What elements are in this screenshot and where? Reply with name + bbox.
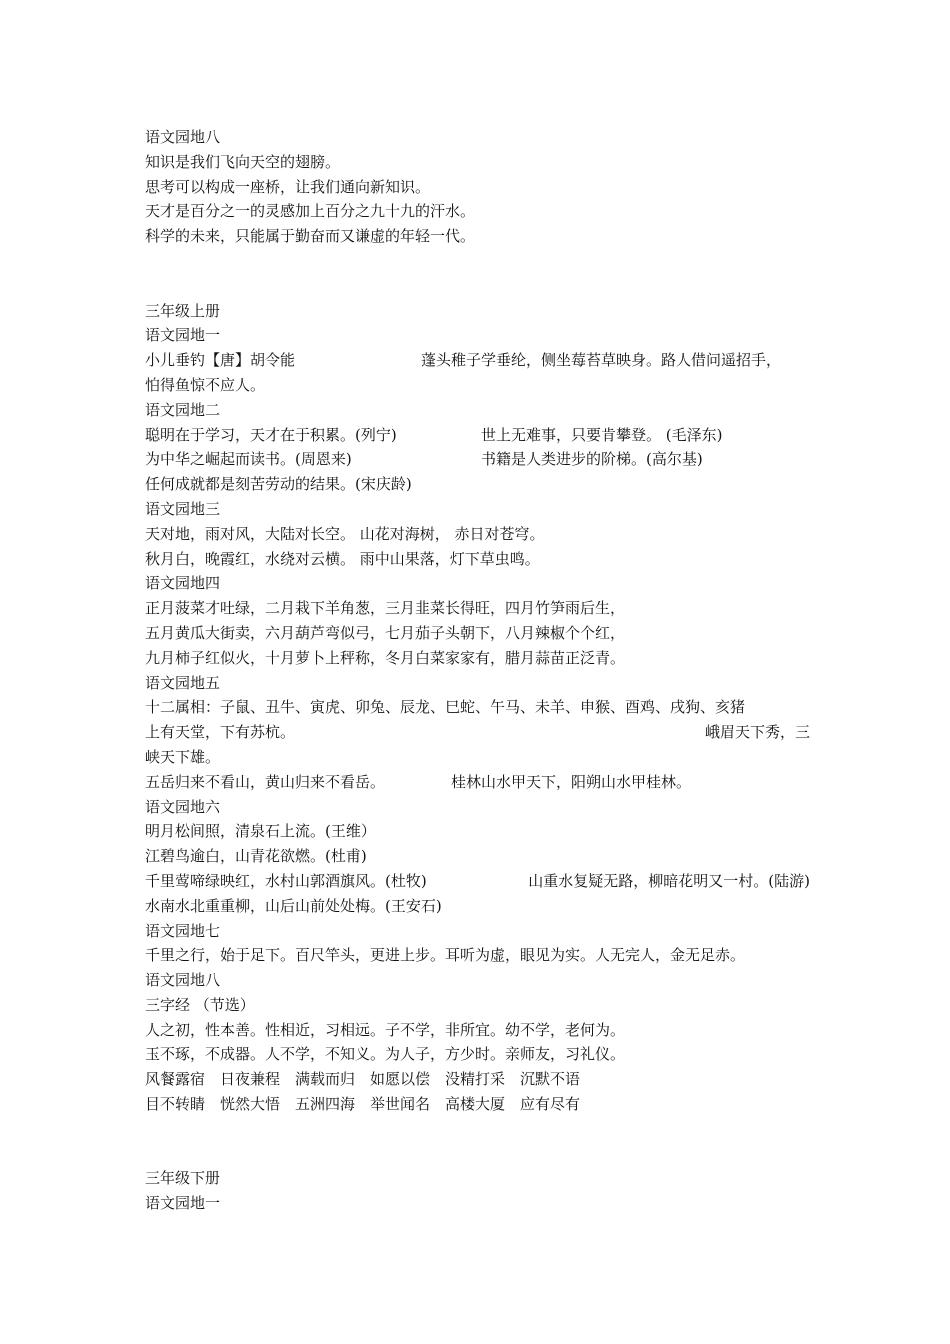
text-segment: 桂林山水甲天下，阳朔山水甲桂林。 xyxy=(451,772,692,791)
text-line xyxy=(145,720,810,745)
quote: 聪明在于学习，天才在于积累。(列宁) xyxy=(145,425,397,444)
idiom-row: 目不转睛 恍然大悟 五洲四海 举世闻名 高楼大厦 应有尽有 xyxy=(145,1095,581,1114)
poem-line: 明月松间照，清泉石上流。(王维） xyxy=(145,822,376,841)
section-heading: 语文园地一 xyxy=(145,326,221,345)
text-line: 正月菠菜才吐绿，二月栽下羊角葱，三月韭菜长得旺，四月竹笋雨后生， xyxy=(145,599,626,618)
sub-heading: 三字经 （节选） xyxy=(145,995,255,1014)
poem-line xyxy=(145,348,810,373)
text-line: 千里之行，始于足下。百尺竿头，更进上步。耳听为虚，眼见为实。人无完人，金无足赤。 xyxy=(145,946,746,965)
text-line: 五月黄瓜大街卖，六月葫芦弯似弓，七月茄子头朝下，八月辣椒个个红， xyxy=(145,623,626,642)
quote: 任何成就都是刻苦劳动的结果。(宋庆龄) xyxy=(145,475,412,494)
blank-line xyxy=(145,1117,810,1142)
text-line: 知识是我们飞向天空的翅膀。 xyxy=(145,152,341,171)
quote: 书籍是人类进步的阶梯。(高尔基) xyxy=(481,450,703,469)
text-line: 玉不琢，不成器。人不学，不知义。为人子，方少时。亲师友，习礼仪。 xyxy=(145,1045,626,1064)
section-heading: 语文园地八 xyxy=(145,128,221,146)
text-segment: 山重水复疑无路，柳暗花明又一村。(陆游) xyxy=(528,871,810,890)
poem-line: 怕得鱼惊不应人。 xyxy=(145,375,266,394)
text-line: 十二属相：子鼠、丑牛、寅虎、卯兔、辰龙、巳蛇、午马、未羊、申猴、酉鸡、戌狗、亥猪 xyxy=(145,698,746,717)
section-heading: 语文园地一 xyxy=(145,1194,221,1213)
text-segment: 上有天堂，下有苏杭。 xyxy=(145,723,296,742)
text-line xyxy=(145,770,810,795)
poem-line: 江碧鸟逾白，山青花欲燃。(杜甫) xyxy=(145,847,367,866)
section-heading: 语文园地三 xyxy=(145,499,221,518)
blank-line xyxy=(145,1142,810,1167)
poem-text: 蓬头稚子学垂纶，侧坐莓苔草映身。路人借问遥招手， xyxy=(421,351,782,370)
text-line: 思考可以构成一座桥，让我们通向新知识。 xyxy=(145,177,431,196)
text-segment: 峨眉天下秀，三 xyxy=(704,723,810,742)
quote-row xyxy=(145,447,810,472)
text-segment: 千里莺啼绿映红，水村山郭酒旗风。(杜牧) xyxy=(145,871,427,890)
section-heading: 语文园地八 xyxy=(145,971,221,990)
text-line: 九月柿子红似火，十月萝卜上秤称，冬月白菜家家有，腊月蒜苗正泛青。 xyxy=(145,648,626,667)
section-heading: 语文园地四 xyxy=(145,574,221,593)
section-heading: 语文园地二 xyxy=(145,400,221,419)
poem-line: 水南水北重重柳，山后山前处处梅。(王安石) xyxy=(145,896,442,915)
text-line: 峡天下雄。 xyxy=(145,747,221,766)
document-body xyxy=(145,125,810,1216)
quote-row xyxy=(145,423,810,448)
section-heading: 语文园地五 xyxy=(145,673,221,692)
text-segment: 五岳归来不看山，黄山归来不看岳。 xyxy=(145,772,386,791)
quote: 为中华之崛起而读书。(周恩来) xyxy=(145,450,352,469)
grade-title: 三年级下册 xyxy=(145,1169,221,1188)
quote: 世上无难事，只要肯攀登。 (毛泽东) xyxy=(481,425,723,444)
idiom-row: 风餐露宿 日夜兼程 满载而归 如愿以偿 没精打采 沉默不语 xyxy=(145,1070,581,1089)
poem-line xyxy=(145,869,810,894)
section-heading: 语文园地六 xyxy=(145,797,221,816)
text-line: 科学的未来，只能属于勤奋而又谦虚的年轻一代。 xyxy=(145,227,476,246)
text-line: 天对地，雨对风，大陆对长空。 山花对海树， 赤日对苍穹。 xyxy=(145,524,545,543)
text-line: 天才是百分之一的灵感加上百分之九十九的汗水。 xyxy=(145,202,476,221)
blank-line xyxy=(145,249,810,274)
blank-line xyxy=(145,274,810,299)
poem-title: 小儿垂钓【唐】胡令能 xyxy=(145,351,296,370)
text-line: 人之初，性本善。性相近，习相远。子不学，非所宜。幼不学，老何为。 xyxy=(145,1020,626,1039)
section-heading: 语文园地七 xyxy=(145,921,221,940)
text-line: 秋月白，晚霞红，水绕对云横。 雨中山果落，灯下草虫鸣。 xyxy=(145,549,540,568)
grade-title: 三年级上册 xyxy=(145,301,221,320)
